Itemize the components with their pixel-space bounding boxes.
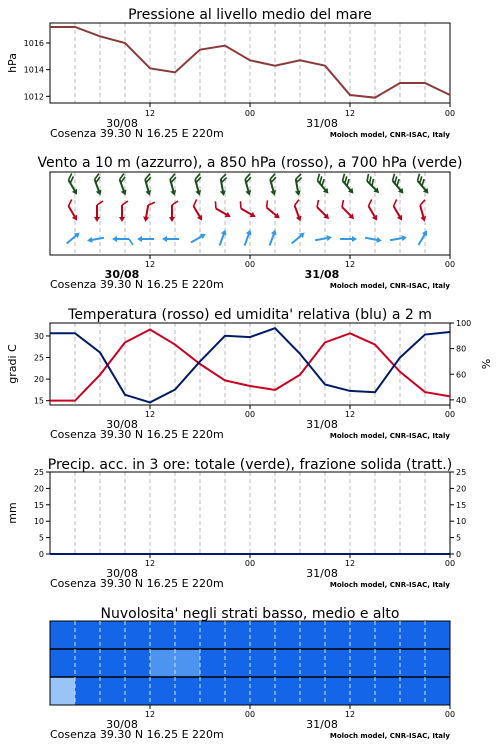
date-label: 31/08 [304,268,340,281]
cloud-cell-basso [250,677,276,705]
pressure-point [224,45,226,47]
wind-barb-700-hpa [362,174,383,195]
humidity-point [199,361,201,363]
y-tick-label: 10 [33,517,44,527]
pressure-point [274,65,276,67]
panel-title: Nuvolosita' negli strati basso, medio e alto [100,606,400,622]
cloud-cell-medio [375,649,401,677]
y-tick-label: 30 [33,331,44,341]
barb-head [72,189,80,196]
barb-shaft [216,209,228,216]
barb-head [401,234,407,241]
location-label: Cosenza 39.30 N 16.25 E 220m [50,278,224,291]
wind-barb-850-hpa [290,200,306,223]
y-right-tick-label: 100 [456,319,472,328]
cloud-cell-alto [325,621,351,649]
cloud-cell-medio [150,649,176,677]
barb-head [245,190,252,196]
humidity-point [99,352,101,354]
barb-head [397,215,405,222]
date-label: 31/08 [306,567,338,580]
y-right-tick-label: 80 [456,344,467,354]
temperature-point [299,374,301,376]
x-tick-label: 12 [144,109,156,118]
barb-shaft [69,180,76,192]
barb-shaft [394,206,401,218]
date-label: 30/08 [106,418,138,431]
y-tick-label: 25 [33,353,44,363]
model-label: Moloch model, CNR-ISAC, Italy [329,282,450,290]
barb-head [112,236,117,242]
plot-frame [50,23,450,103]
barb-feather [129,239,133,245]
temperature-point [399,371,401,373]
panel-title: Precip. acc. in 3 ore: totale (verde), frazione solida (tratt.) [47,457,453,473]
x-tick-label: 00 [244,109,256,118]
model-label: Moloch model, CNR-ISAC, Italy [329,131,450,139]
y-tick-label: 5 [38,533,44,543]
y-tick-label: 0 [38,550,44,559]
panel-title: Vento a 10 m (azzurro), a 850 hPa (rosso), a 700 hPa (verde) [37,155,463,171]
wind-barb-10-m [137,236,154,242]
y-tick-label: 20 [33,484,44,494]
wind-barb-850-hpa [364,199,382,222]
barb-head [200,231,207,239]
barb-shaft [292,235,303,244]
wind-barb-700-hpa [90,174,106,197]
wind-barb-10-m [217,229,228,247]
cloud-cell-basso [300,677,326,705]
humidity-point [349,390,351,392]
y-right-tick-label: 0 [456,550,462,559]
humidity-point [374,391,376,393]
cloud-cell-basso [100,677,126,705]
x-tick-label: 00 [244,710,256,719]
date-label: 30/08 [104,268,140,281]
y-right-tick-label: 15 [456,500,467,510]
temperature-point [274,389,276,391]
barb-feather [264,200,271,207]
y-tick-label: 15 [33,500,44,510]
cloud-cell-alto [100,621,126,649]
wind-barb-700-hpa [217,174,230,196]
barb-head [145,190,152,196]
wind-barb-850-hpa [64,199,82,222]
pressure-point [374,97,376,99]
humidity-point [449,331,451,333]
cloud-cell-alto [200,621,226,649]
humidity-point [149,402,151,404]
date-label: 31/08 [306,117,338,130]
barb-feather [367,199,374,205]
barb-head [137,236,142,242]
wind-barb-10-m [340,236,357,242]
wind-barb-850-hpa [337,200,358,221]
barb-shaft [241,209,253,216]
barb-shaft [390,238,404,240]
pressure-point [124,42,126,44]
pressure-point [249,60,251,62]
cloud-cell-alto [275,621,301,649]
location-label: Cosenza 39.30 N 16.25 E 220m [50,728,224,741]
barb-shaft [365,238,379,240]
x-tick-label: 00 [244,260,256,269]
y-axis-label-right: % [480,358,493,370]
wind-barb-700-hpa [115,174,131,197]
humidity-point [249,336,251,338]
wind-barb-700-hpa [266,174,280,197]
barb-shaft [69,206,76,218]
barb-feather [314,200,321,207]
barb-shaft [270,232,275,245]
barb-feather [339,200,346,207]
barb-head [170,190,177,196]
y-axis-label: gradi C [6,344,19,384]
barb-feather [293,200,300,206]
pressure-point [399,82,401,84]
pressure-point [199,49,201,51]
cloud-cell-alto [225,621,251,649]
location-label: Cosenza 39.30 N 16.25 E 220m [50,577,224,590]
x-tick-label: 12 [344,109,356,118]
cloud-cell-basso [425,677,451,705]
cloud-cell-alto [175,621,201,649]
x-tick-label: 12 [344,410,356,419]
model-label: Moloch model, CNR-ISAC, Italy [329,732,450,740]
wind-barb-10-m [315,234,333,243]
barb-head [352,236,357,242]
barb-head [225,212,232,220]
cloud-cell-medio [200,649,226,677]
y-tick-label: 1014 [23,65,44,75]
barb-feather [192,199,199,205]
barb-head [197,215,205,222]
wind-barb-700-hpa [338,174,358,196]
wind-barb-10-m [365,235,383,244]
cloud-cell-medio [400,649,426,677]
wind-barb-10-m [189,231,207,245]
y-right-tick-label: 20 [456,484,467,494]
wind-barb-850-hpa [416,200,430,223]
wind-barb-700-hpa [141,174,155,197]
wind-barb-850-hpa [119,201,128,222]
x-tick-label: 12 [344,260,356,269]
x-tick-label: 00 [244,410,256,419]
wind-barb-700-hpa [292,174,305,196]
y-tick-label: 15 [33,396,44,406]
pressure-point [99,36,101,38]
wind-barb-850-hpa [312,200,333,221]
barb-feather [212,201,218,208]
humidity-point [224,335,226,337]
cloud-cell-alto [425,621,451,649]
y-tick-label: 1012 [23,92,44,102]
pressure-point [174,72,176,74]
barb-head [326,234,332,241]
x-tick-label: 00 [444,109,456,118]
temperature-point [449,396,451,398]
cloud-cell-medio [100,649,126,677]
humidity-point [274,327,276,329]
y-axis-label: hPa [6,53,19,73]
cloud-cell-medio [50,649,76,677]
pressure-point [349,94,351,96]
barb-head [169,217,175,222]
date-label: 30/08 [106,567,138,580]
x-tick-label: 00 [444,410,456,419]
wind-barb-700-hpa [413,174,433,196]
cloud-cell-medio [125,649,151,677]
barb-head [94,217,100,222]
location-label: Cosenza 39.30 N 16.25 E 220m [50,127,224,140]
barb-head [422,229,430,236]
y-right-tick-label: 5 [456,533,462,543]
cloud-cell-alto [250,621,276,649]
barb-head [420,216,427,222]
x-tick-label: 00 [444,260,456,269]
y-right-tick-label: 40 [456,395,467,405]
x-tick-label: 12 [144,710,156,719]
cloud-cell-alto [75,621,101,649]
x-tick-label: 00 [444,559,456,568]
barb-shaft [419,233,426,245]
wind-barb-850-hpa [142,201,155,223]
temperature-point [374,344,376,346]
cloud-cell-alto [50,621,76,649]
wind-barb-10-m [162,236,179,242]
x-tick-label: 00 [244,559,256,568]
cloud-cell-basso [350,677,376,705]
cloud-cell-medio [225,649,251,677]
barb-head [376,237,382,244]
cloud-cell-alto [400,621,426,649]
temperature-point [74,400,76,402]
barb-shaft [90,238,104,240]
date-label: 31/08 [306,418,338,431]
barb-shaft [295,205,300,218]
temperature-point [424,391,426,393]
wind-barb-700-hpa [191,174,205,197]
barb-head [72,215,80,222]
cloud-cell-basso [275,677,301,705]
barb-head [270,190,277,196]
model-label: Moloch model, CNR-ISAC, Italy [329,581,450,589]
barb-shaft [369,206,376,218]
barb-head [195,190,202,196]
wind-barb-10-m [87,235,105,244]
humidity-point [324,384,326,386]
y-tick-label: 20 [33,375,44,385]
cloud-cell-alto [300,621,326,649]
wind-barb-700-hpa [64,173,82,196]
barb-shaft [315,238,329,240]
x-tick-label: 12 [144,260,156,269]
wind-barb-850-hpa [262,200,284,220]
temperature-point [249,385,251,387]
wind-barb-850-hpa [189,199,207,222]
date-label: 30/08 [106,117,138,130]
cloud-cell-medio [300,649,326,677]
wind-barb-850-hpa [169,201,178,222]
humidity-point [74,332,76,334]
barb-feather [237,201,243,208]
humidity-point [424,334,426,336]
y-right-tick-label: 60 [456,370,467,380]
cloud-cell-basso [400,677,426,705]
barb-head [119,217,125,222]
cloud-cell-medio [350,649,376,677]
x-tick-label: 12 [344,710,356,719]
temperature-point [349,333,351,335]
date-label: 31/08 [306,718,338,731]
pressure-point [74,26,76,28]
barb-head [142,216,149,222]
wind-barb-10-m [112,236,133,245]
cloud-cell-basso [375,677,401,705]
pressure-point [324,65,326,67]
pressure-point [424,82,426,84]
wind-barb-10-m [416,229,430,247]
cloud-cell-basso [150,677,176,705]
cloud-cell-alto [125,621,151,649]
panel-title: Temperatura (rosso) ed umidita' relativa (blu) a 2 m [68,307,432,323]
cloud-cell-basso [50,677,76,705]
cloud-cell-medio [325,649,351,677]
barb-feather [392,199,399,205]
y-axis-label: mm [6,502,19,524]
wind-barb-10-m [390,234,408,243]
barb-shaft [67,235,78,244]
location-label: Cosenza 39.30 N 16.25 E 220m [50,428,224,441]
temperature-point [99,374,101,376]
humidity-point [124,394,126,396]
barb-shaft [420,205,424,219]
cloud-cell-basso [225,677,251,705]
wind-barb-10-m [65,230,82,246]
y-right-tick-label: 25 [456,468,467,477]
wind-barb-850-hpa [211,201,234,219]
barb-head [87,237,93,244]
cloud-cell-medio [275,649,301,677]
cloud-cell-medio [75,649,101,677]
humidity-point [299,353,301,355]
humidity-point [399,357,401,359]
barb-shaft [245,232,250,245]
cloud-cell-basso [200,677,226,705]
wind-barb-700-hpa [166,174,180,197]
wind-barb-700-hpa [241,174,255,197]
plot-frame [50,472,450,554]
cloud-cell-basso [175,677,201,705]
cloud-cell-medio [425,649,451,677]
model-label: Moloch model, CNR-ISAC, Italy [329,432,450,440]
wind-barb-850-hpa [389,199,407,222]
cloud-cell-medio [250,649,276,677]
pressure-point [149,68,151,70]
cloud-cell-basso [125,677,151,705]
barb-head [372,215,380,222]
y-tick-label: 1016 [23,39,44,48]
wind-barb-700-hpa [388,174,408,196]
barb-shaft [146,205,148,219]
barb-shaft [220,232,225,245]
barb-head [162,236,167,242]
barb-feather [148,201,155,206]
barb-shaft [194,206,201,218]
wind-barb-10-m [267,229,278,247]
temperature-point [124,342,126,344]
barb-feather [67,199,74,205]
date-label: 30/08 [106,718,138,731]
wind-barb-850-hpa [94,201,103,222]
barb-shaft [191,236,203,243]
cloud-cell-basso [325,677,351,705]
temperature-point [174,344,176,346]
temperature-point [224,380,226,382]
cloud-cell-alto [150,621,176,649]
panel-title: Pressione al livello medio del mare [128,7,372,23]
cloud-cell-medio [175,649,201,677]
x-tick-label: 12 [144,410,156,419]
y-tick-label: 25 [33,468,44,477]
barb-head [220,190,227,196]
y-right-tick-label: 10 [456,517,467,527]
x-tick-label: 12 [344,559,356,568]
plot-frame [50,323,450,405]
x-tick-label: 00 [444,710,456,719]
humidity-point [174,389,176,391]
wind-barb-10-m [290,230,307,246]
barb-head [295,190,302,196]
x-tick-label: 12 [144,559,156,568]
wind-barb-700-hpa [313,174,333,196]
pressure-point [449,94,451,96]
temperature-point [149,329,151,331]
cloud-cell-alto [375,621,401,649]
wind-barb-10-m [242,229,253,247]
barb-head [250,212,257,220]
pressure-point [299,60,301,62]
cloud-cell-basso [75,677,101,705]
barb-shaft [267,208,278,217]
cloud-cell-alto [350,621,376,649]
wind-barb-850-hpa [236,201,259,219]
temperature-point [324,342,326,344]
